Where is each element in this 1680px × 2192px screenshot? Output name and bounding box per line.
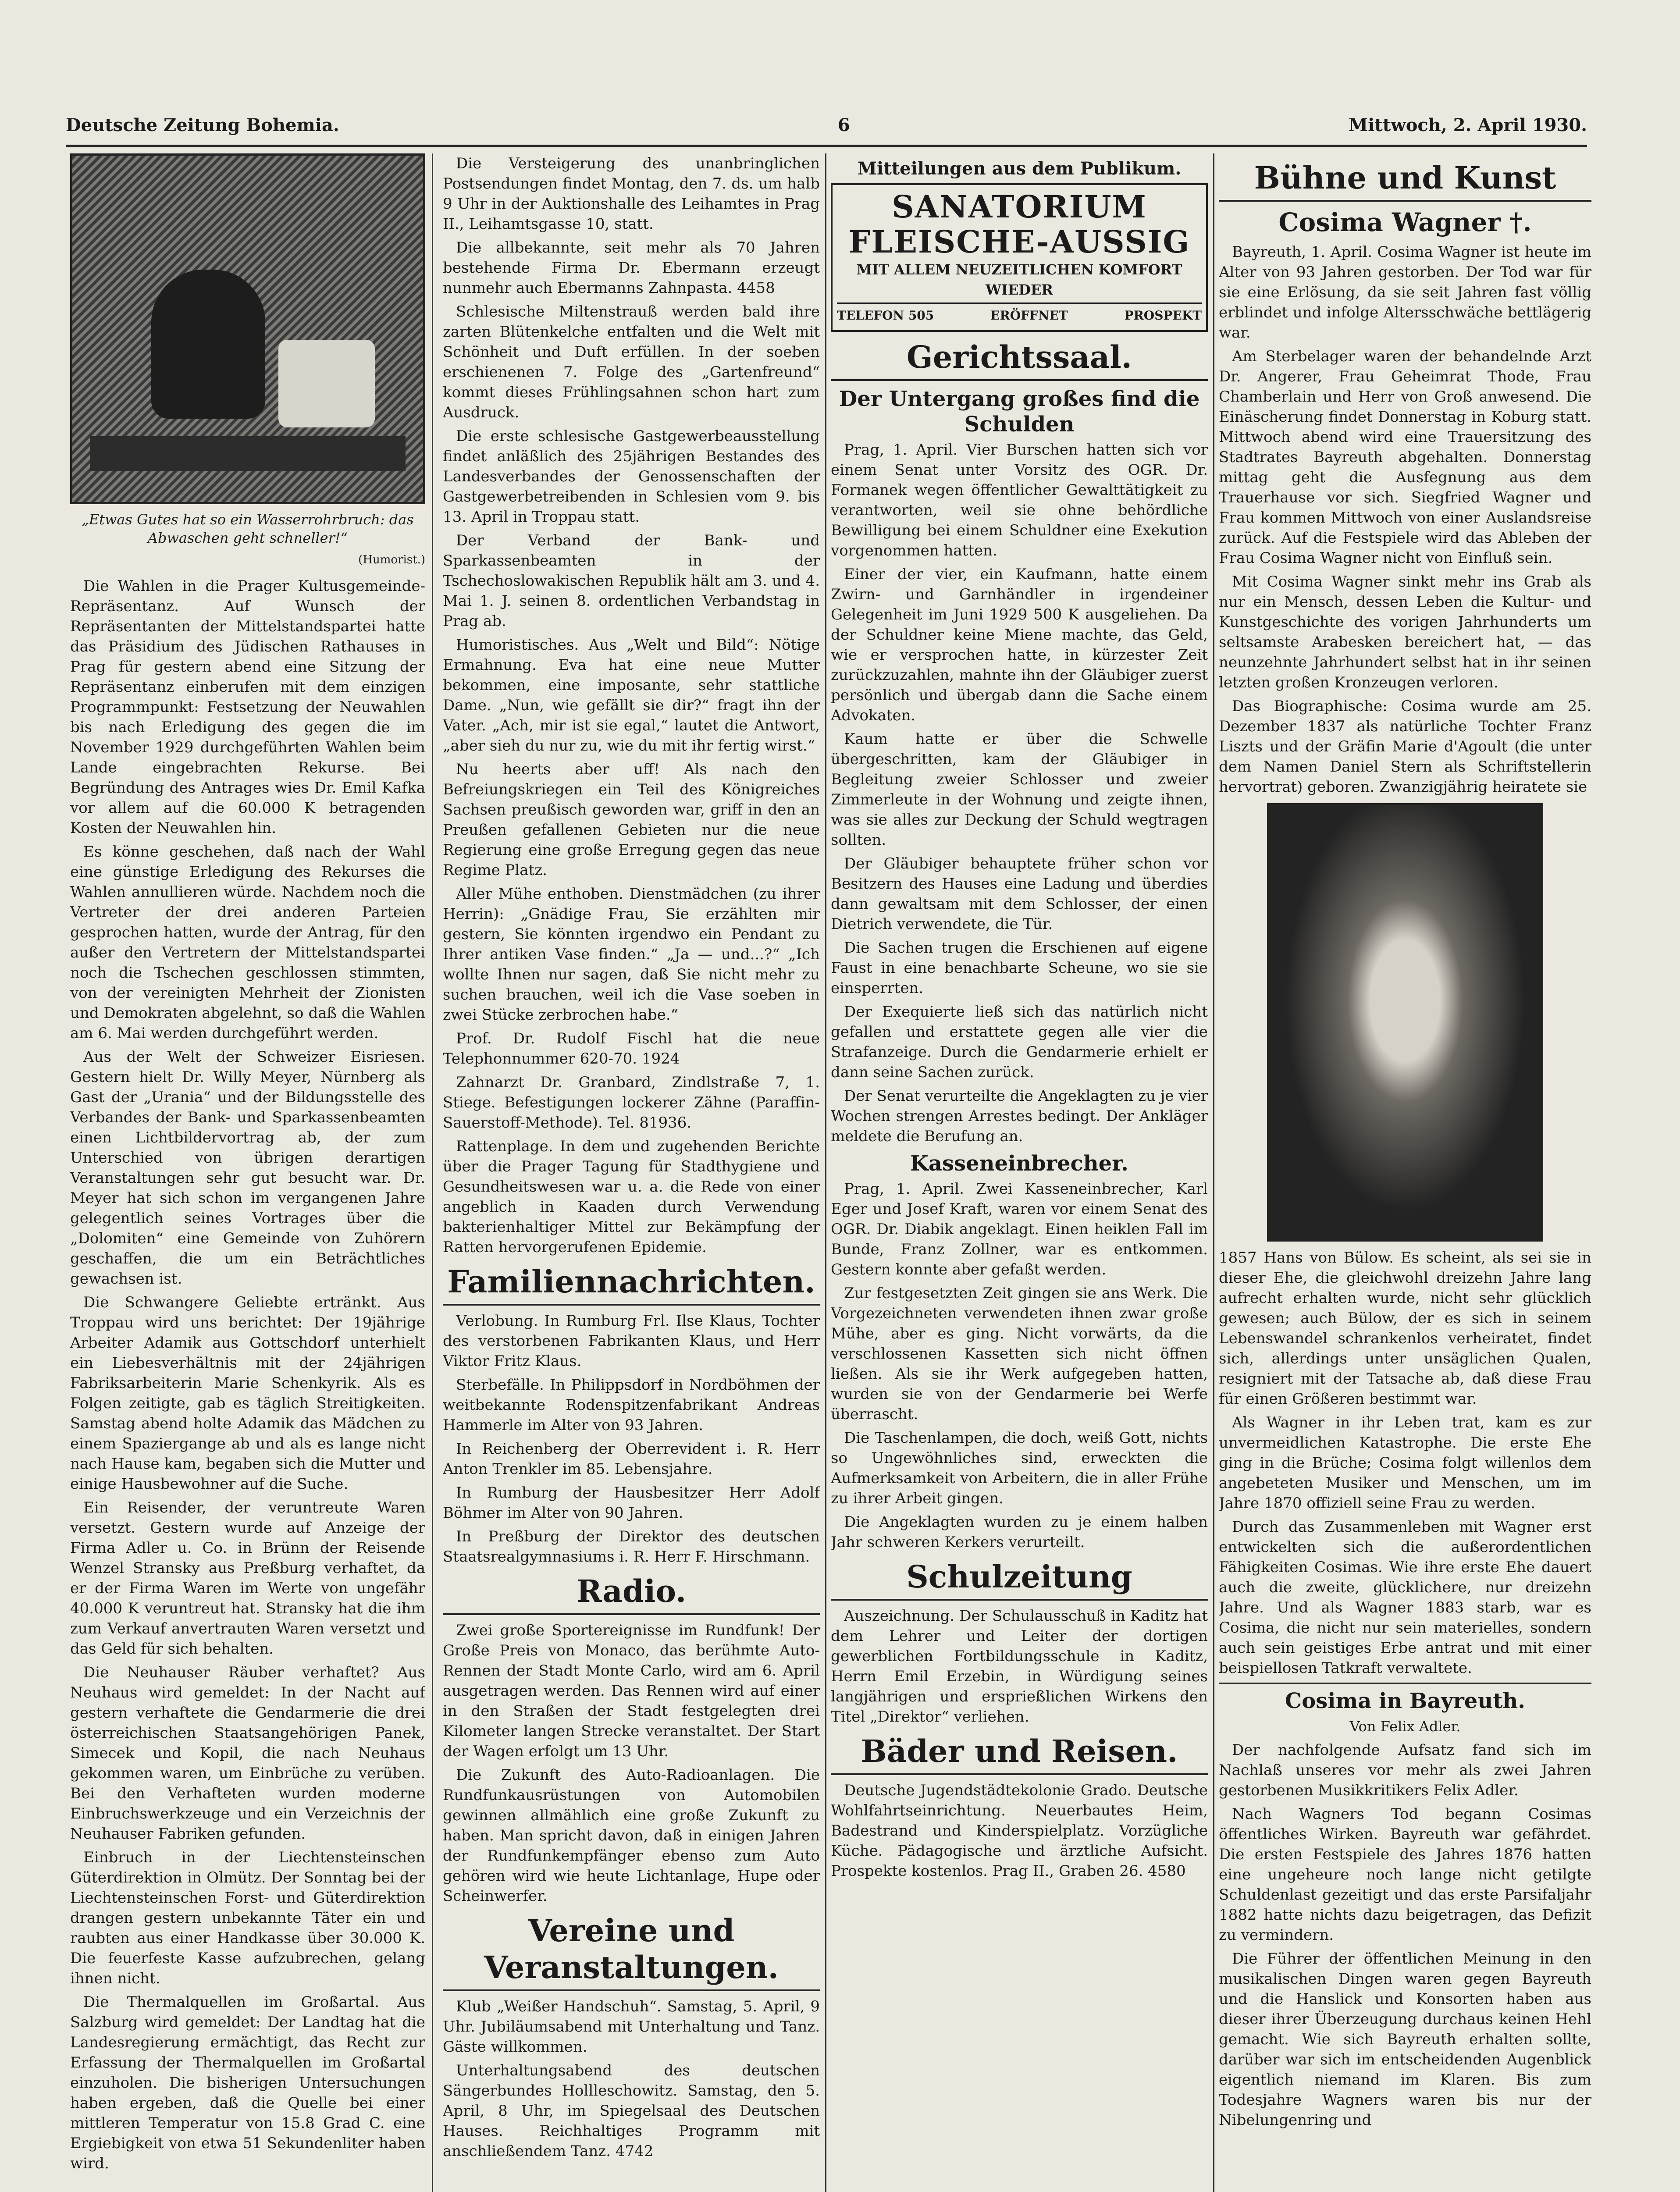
court-paragraph: Der Gläubiger behauptete früher schon vor Besitzern des Hauses eine Ladung und überdies dann gewaltsam mit dem Schlosser, der einen Dietrich verwendete, die Tür. (831, 855, 1208, 933)
court-paragraph: Die Sachen trugen die Erschienen auf eigene Faust in eine benachbarte Scheune, wo sie sie einsperrten. (831, 939, 1208, 997)
court-paragraph: Der Exequierte ließ sich das natürlich nicht gefallen und erstattete gegen alle vier die Strafanzeige. Durch die Gendarmerie erhielt er dann seine Sachen zurück. (831, 1003, 1208, 1081)
family-item: In Rumburg der Hausbesitzer Herr Adolf Böhmer im Alter von 90 Jahren. (443, 1484, 820, 1522)
ad-tagline: MIT ALLEM NEUZEITLICHEN KOMFORT WIEDER (856, 261, 1182, 298)
news-item: Prof. Dr. Rudolf Fischl hat die neue Telephonnummer 620-70. 1924 (443, 1030, 820, 1068)
section-title-family: Familiennachrichten. (443, 1263, 820, 1306)
column-3 (831, 153, 1208, 2192)
article-paragraph: Ein Reisender, der veruntreute Waren versetzt. Gestern wurde auf Anzeige der Firma Adler u. Co. in Brünn der Reisende Wenzel Stransky aus Preßburg verhaftet, da er der Firma Waren im Werte von ungefähr 40.000 K veruntreut hat. Stransky hat die ihm zum Verkauf anvertrauten Waren versetzt und das Geld für sich behalten. (70, 1499, 425, 1658)
news-item: Aller Mühe enthoben. Dienstmädchen (zu ihrer Herrin): „Gnädige Frau, Sie erzählten mir gestern, Sie könnten irgendwo ein Pendant zu Ihrer antiken Vase finden.“ „Ja — und...?“ „Ich wollte Ihnen nur sagen, daß Sie nicht mehr zu suchen brauchen, weil ich die Vase soeben in zwei Stücke zerbrochen habe.“ (443, 885, 820, 1024)
news-item: Rattenplage. In dem und zugehenden Berichte über die Prager Tagung für Stadthygiene und Gesundheitswesen war u. a. die Rede von einer angeblich in Kaaden durch Verwendung bakterienhaltiger Mittel zur Bekämpfung der Ratten hervorgerufenen Epidemie. (443, 1138, 820, 1256)
obituary-paragraph: 1857 Hans von Bülow. Es scheint, als sei sie in dieser Ehe, die gleichwohl dreizehn Jahre lang aufrecht erhalten wurde, nicht sehr glücklich gewesen; auch Bülow, der es sich in seinem Lebenswandel schrankenlos verheiratet, findet sich, allerdings unter unsäglichen Qualen, resigniert mit der Tatsache ab, daß diese Frau für einen Größeren bestimmt war. (1219, 1249, 1591, 1408)
court-subheading: Der Untergang großes find die Schulden (839, 387, 1200, 437)
header-masthead: Deutsche Zeitung Bohemia. (66, 114, 339, 135)
cartoon-caption: „Etwas Gutes hat so ein Wasserrohrbruch: das Abwaschen geht schneller!“ (82, 511, 414, 546)
essay-paragraph: Nach Wagners Tod begann Cosimas öffentliches Wirken. Bayreuth war gefährdet. Die ersten Festspiele des Jahres 1876 hatten eine ungeheure noch lange nicht getilgte Schuldenlast gezeitigt und das erste Parsifaljahr 1882 hatte nichts dazu beigetragen, das Defizit zu vermindern. (1219, 1805, 1591, 1944)
news-item: Der Verband der Bank- und Sparkassenbeamten in der Tschechoslowakischen Republik hält am 3. und 4. Mai 1. J. seinen 8. ordentlichen Verbandstag in Prag ab. (443, 532, 820, 630)
column-4 (1219, 153, 1591, 2192)
cartoon-floor (90, 436, 406, 471)
court-paragraph: Einer der vier, ein Kaufmann, hatte einem Zwirn- und Garnhändler in irgendeiner Gelegenheit im Juni 1929 500 K ausgeliehen. Da der Schuldner keine Miene machte, das Geld, wie er versprochen hatte, in kürzester Zeit zurückzuzahlen, mahnte ihn der Gläubiger zuerst persönlich und übergab dann die Sache einem Advokaten. (831, 566, 1208, 724)
article-paragraph: Aus der Welt der Schweizer Eisriesen. Gestern hielt Dr. Willy Meyer, Nürnberg als Gast der „Urania“ und der Bildungsstelle des Verbandes der Bank- und Sparkassenbeamten einen Lichtbildervortrag ab, der zum Unterschied von übrigen derartigen Veranstaltungen sehr gut besucht war. Dr. Meyer hat sich schon im vergangenen Jahre gelegentlich seines Vortrages über die „Dolomiten“ eine Gemeinde von Zuhörern geschaffen, die um ein Beträchtliches gewachsen ist. (70, 1048, 425, 1288)
article-paragraph: Die Wahlen in die Prager Kultusgemeinde-Repräsentanz. Auf Wunsch der Repräsentanten der Mittelstandspartei hatte das Präsidium des Jüdischen Rathauses in Prag für gestern abend eine Sitzung der Repräsentanz einberufen mit dem einzigen Programmpunkt: Festsetzung der Neuwahlen bis nach Erledigung des gegen die im November 1929 durchgeführten Wahlen beim Lande eingebrachten Rekurse. Bei Begründung des Antrages wies Dr. Emil Kafka vor allem auf die 60.000 K betragenden Kosten der Neuwahlen hin. (70, 577, 425, 837)
essay-heading: Cosima in Bayreuth. (1285, 1689, 1525, 1713)
family-item: Verlobung. In Rumburg Frl. Ilse Klaus, Tochter des verstorbenen Fabrikanten Klaus, und Herr Viktor Fritz Klaus. (443, 1312, 820, 1370)
kassen-paragraph: Die Angeklagten wurden zu je einem halben Jahr schweren Kerkers verurteilt. (831, 1513, 1208, 1551)
ad-footer (837, 302, 1202, 326)
family-item: In Preßburg der Direktor des deutschen Staatsrealgymnasiums i. R. Herr F. Hirschmann. (443, 1528, 820, 1566)
radio-item: Zwei große Sportereignisse im Rundfunk! Der Große Preis von Monaco, das berühmte Auto-Rennen der Stadt Monte Carlo, wird am 6. April ausgetragen werden. Das Rennen wird auf einer in den Straßen der Stadt festgelegten drei Kilometer langen Strecke veranstaltet. Der Start der Wagen erfolgt um 13 Uhr. (443, 1622, 820, 1760)
kassen-paragraph: Zur festgesetzten Zeit gingen sie ans Werk. Die Vorgezeichneten verwendeten ihnen zwar große Mühe, aber es ging. Nicht vorwärts, da die verschlossenen Kassetten sich nicht öffnen ließen. Als sie ihr Werk aufgegeben hatten, wurden sie von der Gendarmerie bei Werfe überrascht. (831, 1285, 1208, 1423)
cartoon-figure (151, 270, 265, 419)
baths-paragraph: Deutsche Jugendstädtekolonie Grado. Deutsche Wohlfahrtseinrichtung. Neuerbautes Heim, Badestrand und Kinderspielplatz. Vorzügliche Küche. Pädagogische und ärztliche Aufsicht. Prospekte kostenlos. Prag II., Graben 26. 4580 (831, 1782, 1208, 1880)
obituary-paragraph: Als Wagner in ihr Leben trat, kam es zur unvermeidlichen Katastrophe. Die erste Ehe ging in die Brüche; Cosima folgt willenlos dem angebeteten Musiker und Menschen, um im Jahre 1870 offiziell seine Frau zu werden. (1219, 1414, 1591, 1512)
header-rule (66, 145, 1587, 147)
event-item: Unterhaltungsabend des deutschen Sängerbundes Hollleschowitz. Samstag, den 5. April, 8 Uhr, im Spiegelsaal des Deutschen Hauses. Reichhaltiges Programm mit anschließendem Tanz. 4742 (443, 2062, 820, 2160)
header-date: Mittwoch, 2. April 1930. (1348, 114, 1587, 135)
kassen-paragraph: Die Taschenlampen, die doch, weiß Gott, nichts so Ungewöhnliches sind, erweckten die Aufmerksamkeit von Arbeitern, die in aller Frühe zu ihrer Arbeit gingen. (831, 1429, 1208, 1507)
cartoon-illustration (70, 153, 425, 504)
header-page-number: 6 (837, 114, 850, 135)
obituary-paragraph: Mit Cosima Wagner sinkt mehr ins Grab als nur ein Mensch, dessen Leben die Kultur- und Kunstgeschichte des vorigen Jahrhunderts um seltsamste Arabesken bereichert hat, — das neunzehnte Jahrhundert selbst hat in ihr seinen letzten großen Kronzeugen verloren. (1219, 573, 1591, 691)
section-title-school: Schulzeitung (831, 1559, 1208, 1601)
section-title-events: Vereine und Veranstaltungen. (443, 1912, 820, 1991)
court-paragraph: Kaum hatte er über die Schwelle übergeschritten, kam der Gläubiger in Begleitung zweier Schlosser und zweier Zimmerleute in der Wohnung und zeigte ihnen, was sie alles zur Deckung der Schuld wegtragen sollten. (831, 730, 1208, 849)
obituary-paragraph: Durch das Zusammenleben mit Wagner erst entwickelten sich die außerordentlichen Fähigkeiten Cosimas. Wie ihre erste Ehe dauert auch die zweite, glücklichere, nur dreizehn Jahre. Und als Wagner 1883 starb, war es Cosima, die nicht nur sein materielles, sondern auch sein geistiges Erbe antrat und mit einer beispiellosen Tatkraft verwaltete. (1219, 1518, 1591, 1677)
section-title-baths: Bäder und Reisen. (831, 1733, 1208, 1775)
column-divider (1213, 153, 1214, 2192)
news-item: Die allbekannte, seit mehr als 70 Jahren bestehende Firma Dr. Ebermann erzeugt nunmehr auch Ebermanns Zahnpasta. 4458 (443, 239, 820, 297)
family-item: In Reichenberg der Oberrevident i. R. Herr Anton Trenkler im 85. Lebensjahre. (443, 1440, 820, 1478)
court-paragraph: Prag, 1. April. Vier Burschen hatten sich vor einem Senat unter Vorsitz des OGR. Dr. Formanek wegen öffentlicher Gewalttätigkeit zu verantworten, weil sie ohne behördliche Bewilligung bei einem Schuldner eine Exekution vorgenommen hatten. (831, 441, 1208, 559)
news-item: Nu heerts aber uff! Als nach den Befreiungskriegen ein Teil des Königreiches Sachsen preußisch geworden war, griff in den an Preußen gefallenen Gebieten nur die neue Regierung eine große Erregung gegen das neue Regime Platz. (443, 761, 820, 879)
news-item: Zahnarzt Dr. Granbard, Zindlstraße 7, 1. Stiege. Befestigungen lockerer Zähne (Paraffin-Sauerstoff-Methode). Tel. 81936. (443, 1074, 820, 1132)
essay-author: Von Felix Adler. (1349, 1718, 1461, 1735)
kassen-paragraph: Prag, 1. April. Zwei Kasseneinbrecher, Karl Eger und Josef Kraft, waren vor einem Senat des OGR. Dr. Diabik angeklagt. Einen heiklen Fall im Bunde, Franz Zollner, war es entkommen. Gestern konnte aber gefaßt werden. (831, 1180, 1208, 1278)
article-separator (1219, 1683, 1591, 1684)
column-divider (432, 153, 433, 2192)
article-paragraph: Es könne geschehen, daß nach der Wahl eine günstige Erledigung des Rekurses die Wahlen annullieren würde. Nachdem noch die Vertreter der drei anderen Parteien gesprochen hatten, wurde der Antrag, für den außer den Vertretern der Mittelstandspartei noch die Tschechen geschlossen stimmten, von der vereinigten Mehrheit der Zionisten und Demokraten abgelehnt, so daß die Wahlen am 6. Mai werden durchgeführt werden. (70, 843, 425, 1042)
article-paragraph: Einbruch in der Liechtensteinschen Güterdirektion in Olmütz. Der Sonntag bei der Liechtensteinschen Forst- und Güterdirektion drangen gestern unbekannte Täter ein und raubten aus einer Handkasse über 30.000 K. Die feuerfeste Kasse aufzubrechen, gelang ihnen nicht. (70, 1849, 425, 1987)
section-title-radio: Radio. (443, 1573, 820, 1615)
news-item: Die Versteigerung des unanbringlichen Postsendungen findet Montag, den 7. ds. um halb 9 Uhr in der Auktionshalle des Leihamtes in Prag II., Leihamtsgasse 10, statt. (443, 155, 820, 233)
article-paragraph: Die Schwangere Geliebte ertränkt. Aus Troppau wird uns berichtet: Der 19jährige Arbeiter Adamik aus Gottschdorf unterhielt ein Liebesverhältnis mit der 24jährigen Fabriksarbeiterin Marie Schenkyrik. Als es Folgen zeitigte, gab es täglich Streitigkeiten. Samstag abend holte Adamik das Mädchen zu einem Spaziergange ab und als es lange nicht nach Hause kam, begaben sich die Mutter und einige Hausbewohner auf die Suche. (70, 1294, 425, 1493)
essay-paragraph: Der nachfolgende Aufsatz fand sich im Nachlaß unseres vor mehr als zwei Jahren gestorbenen Musikkritikers Felix Adler. (1219, 1741, 1591, 1799)
cartoon-sink (278, 340, 375, 427)
news-item: Schlesische Miltenstrauß werden bald ihre zarten Blütenkelche entfalten und die Welt mit Schönheit und Duft erfüllen. In der soeben erschienenen 7. Folge des „Gartenfreund“ kommt dieses Frühlingsahnen schon hart zum Ausdruck. (443, 303, 820, 421)
family-item: Sterbefälle. In Philippsdorf in Nordböhmen der weitbekannte Rodenspitzenfabrikant Andreas Hammerle im Alter von 93 Jahren. (443, 1376, 820, 1434)
obituary-heading: Cosima Wagner †. (1278, 207, 1532, 237)
column-2 (443, 153, 820, 2192)
cosima-wagner-portrait (1267, 803, 1543, 1242)
kassen-heading: Kasseneinbrecher. (910, 1151, 1128, 1176)
page-header (66, 110, 1587, 140)
section-title-stage: Bühne und Kunst (1219, 160, 1591, 202)
notices-heading: Mitteilungen aus dem Publikum. (857, 158, 1182, 179)
ad-opened: ERÖFFNET (990, 308, 1068, 323)
essay-paragraph: Die Führer der öffentlichen Meinung in den musikalischen Dingen waren gegen Bayreuth und die Hanslick und Konsorten haben aus dieser ihrer Überzeugung durchaus keinen Hehl gemacht. Wie sich Bayreuth erhalten sollte, darüber war sich im entscheidenden Augenblick eigentlich niemand im Klaren. Bis zum Todesjahre Wagners waren bis nur der Nibelungenring und (1219, 1950, 1591, 2129)
cartoon-credit: (Humorist.) (358, 553, 425, 566)
section-title-court: Gerichtssaal. (831, 339, 1208, 381)
radio-item: Die Zukunft des Auto-Radioanlagen. Die Rundfunkausrüstungen von Automobilen gewinnen allmählich eine große Zukunft zu haben. Man spricht davon, daß in einigen Jahren der Rundfunkempfänger ebenso zum Auto gehören wird wie heute Lichtanlage, Hupe oder Scheinwerfer. (443, 1766, 820, 1905)
obituary-paragraph: Das Biographische: Cosima wurde am 25. Dezember 1837 als natürliche Tochter Franz Liszts und der Gräfin Marie d'Agoult (die unter dem Namen Daniel Stern als Schriftstellerin hervortrat) geboren. Zwanzigjährig heiratete sie (1219, 697, 1591, 796)
obituary-paragraph: Am Sterbelager waren der behandelnde Arzt Dr. Angerer, Frau Geheimrat Thode, Frau Chamberlain und Herr von Groß anwesend. Die Einäscherung findet Donnerstag in Koburg statt. Mittwoch abend wird eine Trauersitzung des Stadtrates Bayreuth abgehalten. Donnerstag mittag geht die Ausfegnung aus dem Trauerhause vor sich. Siegfried Wagner und Frau kommen Mittwoch von einer Auslandsreise zurück. Auf die Festspiele wird das Ableben der Frau Cosima Wagner nicht von Einfluß sein. (1219, 348, 1591, 567)
event-item: Klub „Weißer Handschuh“. Samstag, 5. April, 9 Uhr. Jubiläumsabend mit Unterhaltung und Tanz. Gäste willkommen. (443, 1998, 820, 2056)
obituary-paragraph: Bayreuth, 1. April. Cosima Wagner ist heute im Alter von 93 Jahren gestorben. Der Tod war für sie eine Erlösung, da sie seit Jahren fast völlig erblindet und infolge Altersschwäche bettlägerig war. (1219, 243, 1591, 342)
column-1 (70, 153, 425, 2192)
ad-phone: TELEFON 505 (837, 308, 934, 323)
court-paragraph: Der Senat verurteilte die Angeklagten zu je vier Wochen strengen Arrestes bedingt. Der Ankläger meldete die Berufung an. (831, 1087, 1208, 1145)
ad-title: SANATORIUM FLEISCHE-AUSSIG (848, 189, 1190, 260)
news-item: Die erste schlesische Gastgewerbeausstellung findet anläßlich des 25jährigen Bestandes des Landesverbandes der Genossenschaften der Gastgewerbetreibenden in Schlesien vom 9. bis 13. April in Troppau statt. (443, 427, 820, 526)
article-paragraph: Die Neuhauser Räuber verhaftet? Aus Neuhaus wird gemeldet: In der Nacht auf gestern verhaftete die Gendarmerie die drei österreichischen Staatsangehörigen Panek, Simecek und Kopil, die nach Neuhaus gekommen waren, um Einbrüche zu verüben. Bei den Verhafteten wurden moderne Einbruchswerkzeuge und ein Verzeichnis der Neuhauser Fabriken gefunden. (70, 1664, 425, 1843)
ad-prospect: PROSPEKT (1124, 308, 1202, 323)
article-paragraph: Die Thermalquellen im Großartal. Aus Salzburg wird gemeldet: Der Landtag hat die Landesregierung ermächtigt, das Recht zur Erfassung der Thermalquellen im Großartal einzuholen. Die bisherigen Untersuchungen haben ergeben, daß die Quelle bei einer mittleren Temperatur von 15.8 Grad C. eine Ergiebigkeit von etwa 51 Sekundenliter haben wird. (70, 1993, 425, 2172)
news-item: Humoristisches. Aus „Welt und Bild“: Nötige Ermahnung. Eva hat eine neue Mutter bekommen, eine imposante, sehr stattliche Dame. „Nun, wie gefällt sie dir?“ fragt ihn der Vater. „Ach, mir ist sie egal,“ lautet die Antwort, „aber sieh du nur zu, wie du mit ihr fertig wirst.“ (443, 636, 820, 754)
column-divider (825, 153, 826, 2192)
sanatorium-advertisement (831, 183, 1208, 332)
school-paragraph: Auszeichnung. Der Schulausschuß in Kaditz hat dem Lehrer und Leiter der dortigen gewerblichen Fortbildungsschule in Kaditz, Herrn Emil Erzebin, in Würdigung seines langjährigen und ersprießlichen Wirkens den Titel „Direktor“ verliehen. (831, 1607, 1208, 1726)
